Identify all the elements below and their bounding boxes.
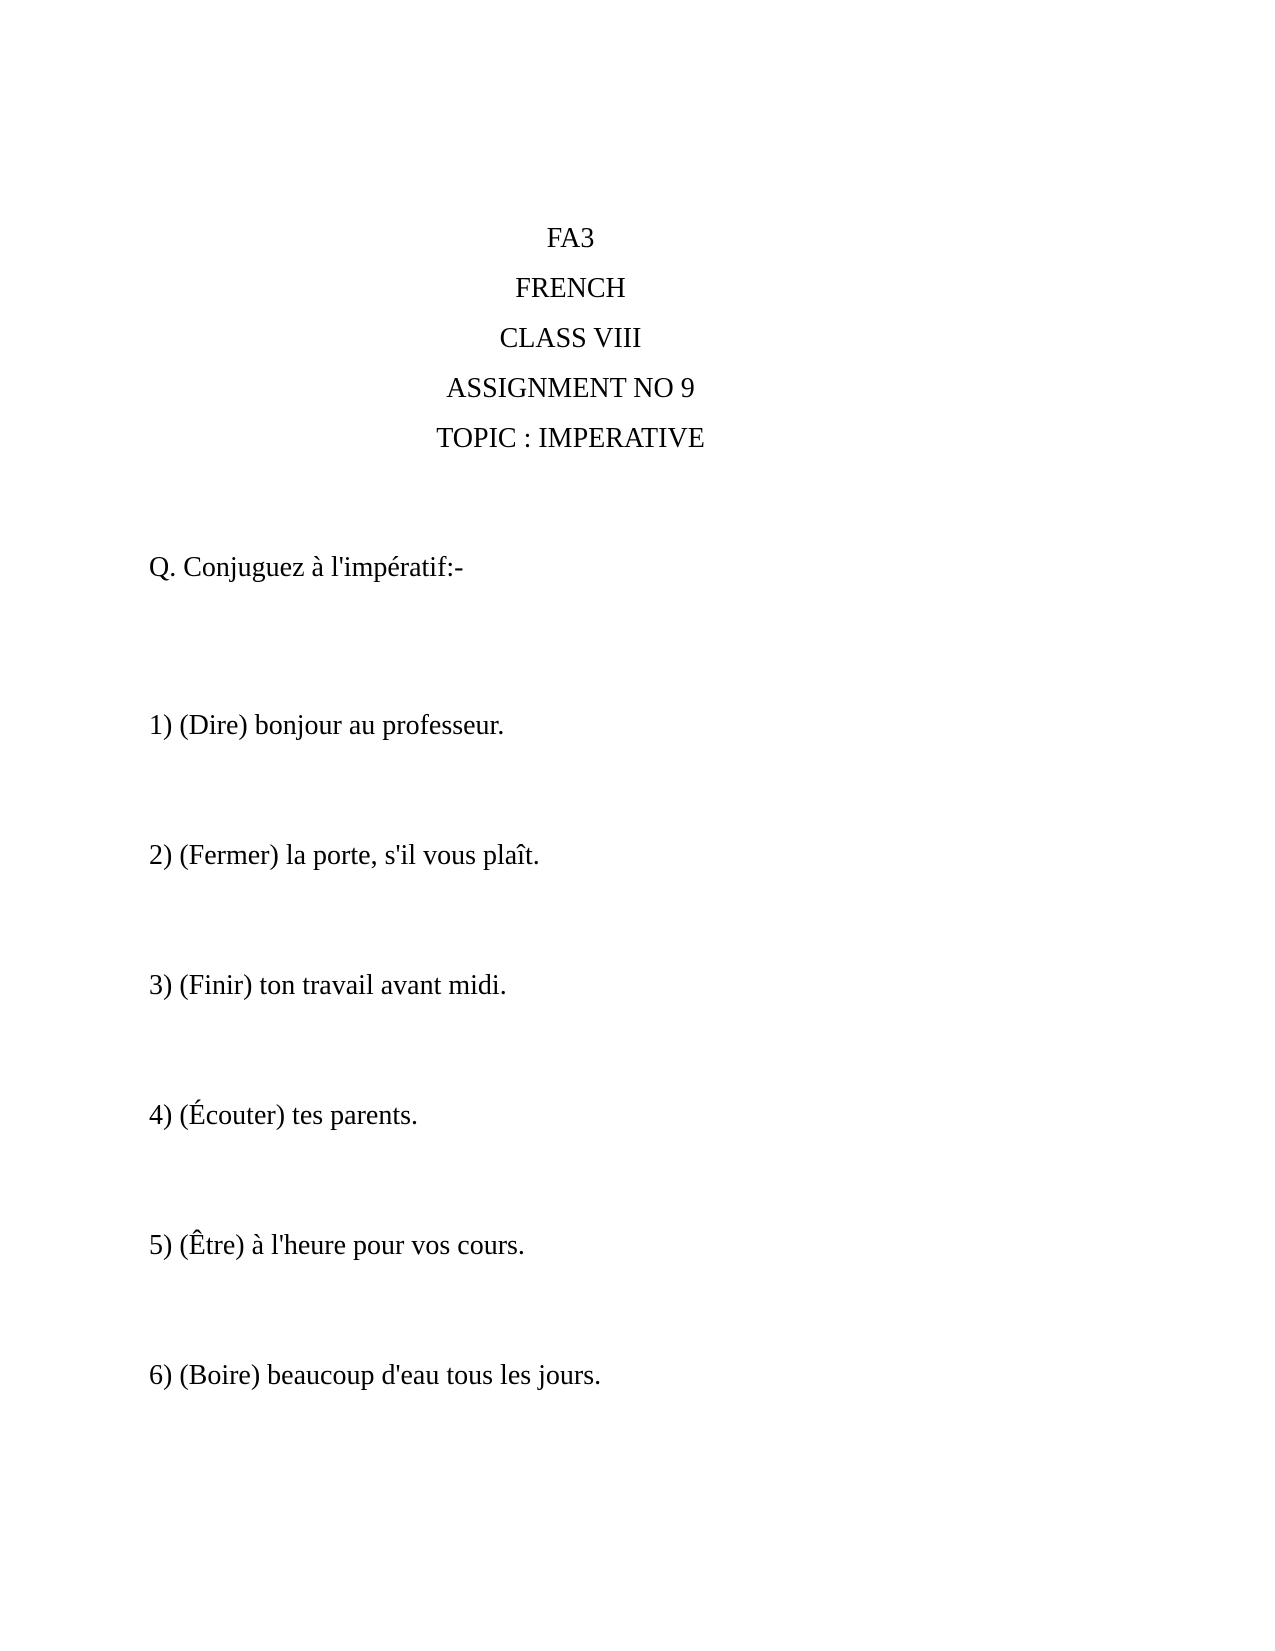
exercise-item: 3) (Finir) ton travail avant midi. bbox=[149, 970, 507, 1001]
document-header bbox=[0, 214, 1141, 464]
class-label: CLASS VIII bbox=[499, 323, 642, 354]
exercise-item: 4) (Écouter) tes parents. bbox=[149, 1100, 418, 1131]
exercise-list bbox=[149, 706, 601, 1486]
assignment-number: ASSIGNMENT NO 9 bbox=[446, 373, 695, 404]
exercise-item: 2) (Fermer) la porte, s'il vous plaît. bbox=[149, 840, 540, 871]
exercise-item: 5) (Être) à l'heure pour vos cours. bbox=[149, 1230, 525, 1261]
question-instruction: Q. Conjuguez à l'impératif:- bbox=[149, 552, 464, 583]
topic-label: TOPIC : IMPERATIVE bbox=[436, 423, 705, 454]
subject-title: FRENCH bbox=[515, 273, 626, 304]
exam-code: FA3 bbox=[546, 223, 595, 254]
exercise-item: 1) (Dire) bonjour au professeur. bbox=[149, 710, 505, 741]
exercise-item: 6) (Boire) beaucoup d'eau tous les jours. bbox=[149, 1360, 602, 1391]
